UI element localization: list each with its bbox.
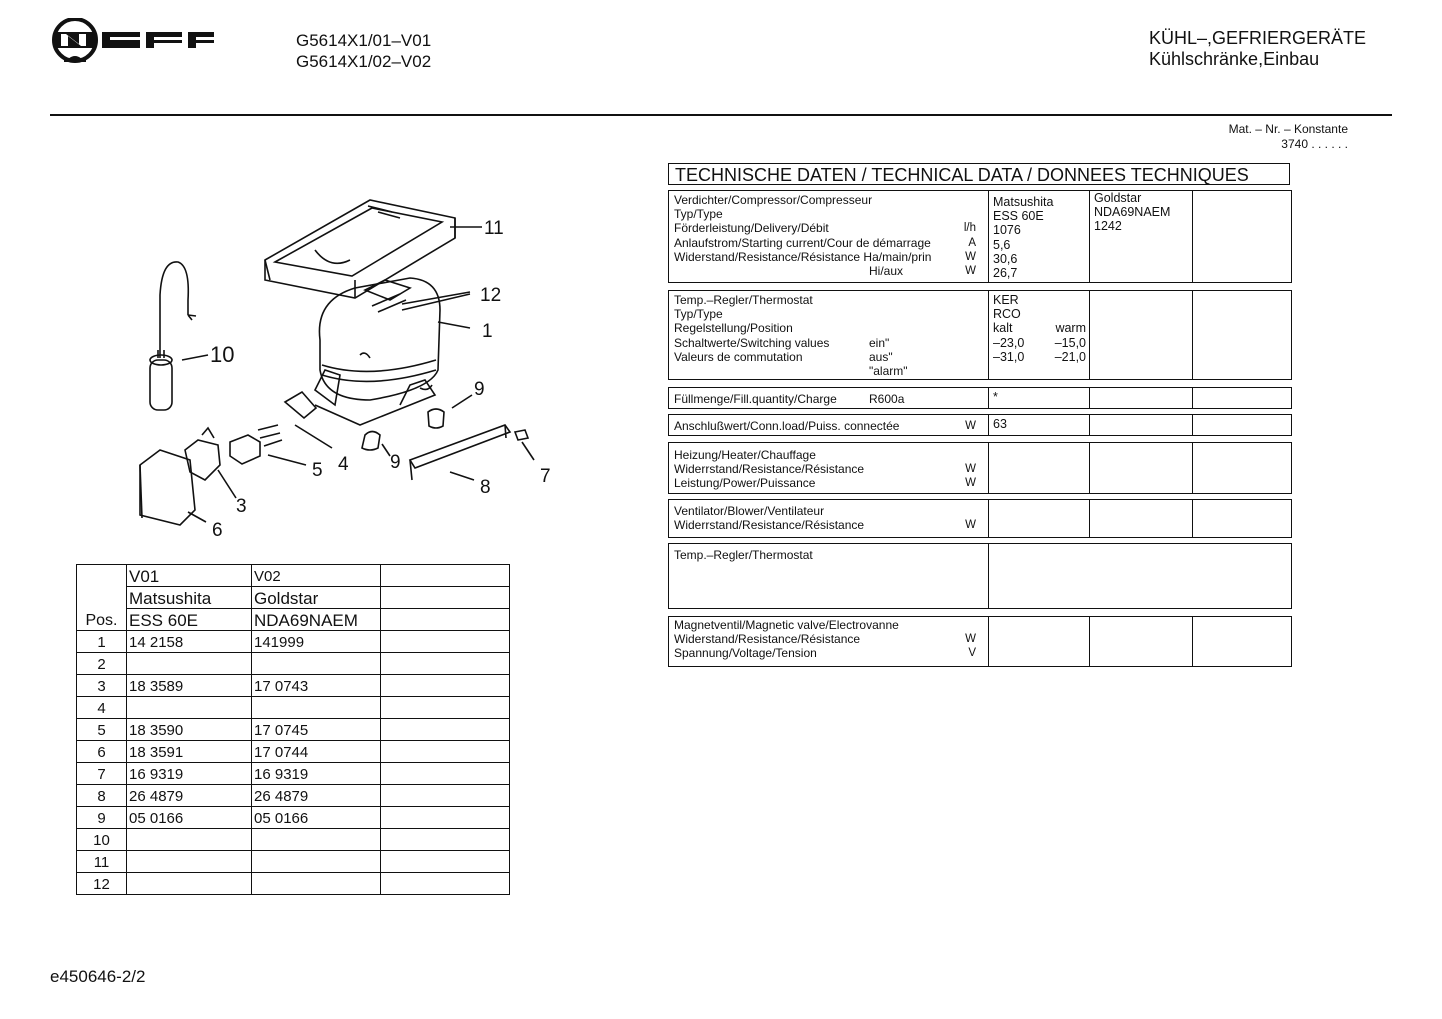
callout-10: 10 — [210, 342, 235, 367]
compressor-col-a — [989, 191, 1090, 282]
callout-7: 7 — [540, 466, 551, 487]
table-row — [77, 785, 510, 807]
part-number-cell: 17 0745 — [252, 719, 381, 741]
heater-col-c — [1193, 443, 1293, 493]
off-values: –31,0 –21,0 — [993, 349, 1086, 364]
part-number-cell — [381, 873, 510, 895]
parts-table — [76, 564, 510, 895]
table-row — [77, 653, 510, 675]
part-number-cell: 16 9319 — [127, 763, 252, 785]
part-number-cell — [381, 829, 510, 851]
table-row — [77, 807, 510, 829]
part-number-cell — [252, 653, 381, 675]
value: NDA69NAEM — [1094, 205, 1171, 220]
variant-cell: V02 — [252, 565, 381, 587]
heater-col-a — [989, 443, 1090, 493]
valve-voltage-label: Spannung/Voltage/Tension V — [674, 646, 976, 661]
pos-header: Pos. — [77, 565, 127, 631]
table-row — [77, 565, 510, 587]
model-number: G5614X1/02–V02 — [296, 52, 432, 71]
value: 30,6 — [993, 251, 1018, 266]
starting-current-label: Anlaufstrom/Starting current/Cour de démarrage A — [674, 235, 976, 250]
make-cell: Matsushita — [127, 587, 252, 609]
value: 1242 — [1094, 219, 1122, 234]
part-number-cell — [381, 719, 510, 741]
make-cell — [381, 587, 510, 609]
heater-label: Heizung/Heater/Chauffage — [674, 448, 816, 462]
pos-cell: 5 — [77, 719, 127, 741]
capacitor-part — [150, 262, 196, 410]
value: Matsushita — [993, 195, 1054, 209]
make-cell: Goldstar — [252, 587, 381, 609]
part-number-cell — [381, 807, 510, 829]
table-row — [77, 697, 510, 719]
part-number-cell: 26 4879 — [127, 785, 252, 807]
value: 1076 — [993, 223, 1021, 238]
callout-5: 5 — [312, 460, 323, 481]
part-number-cell — [252, 697, 381, 719]
part-number-cell — [381, 741, 510, 763]
brand-text: NEFF — [52, 68, 55, 69]
pos-cell: 6 — [77, 741, 127, 763]
value: RCO — [993, 307, 1021, 322]
table-row — [77, 631, 510, 653]
valve-resistance-label: Widerstand/Resistance/Résistance W — [674, 632, 976, 647]
resistance-aux-label: Hi/aux W — [869, 263, 976, 278]
parts-rows — [77, 631, 510, 895]
blower-label: Ventilator/Blower/Ventilateur — [674, 504, 825, 518]
pos-cell: 2 — [77, 653, 127, 675]
part-number-cell — [381, 631, 510, 653]
table-row — [77, 719, 510, 741]
pos-cell: 11 — [77, 851, 127, 873]
resistance-main-label: Widerstand/Resistance/Résistance Ha/main/prin W — [674, 249, 976, 264]
callout-3: 3 — [236, 496, 247, 517]
pos-cell: 4 — [77, 697, 127, 719]
delivery-label: Förderleistung/Delivery/Débit l/h — [674, 221, 976, 236]
connected-load-section — [668, 414, 1292, 436]
thermostat-col-a — [989, 291, 1090, 379]
valve-col-b — [1090, 617, 1193, 666]
subcategory: Kühlschränke,Einbau — [1149, 49, 1320, 69]
thermostat2-label: Temp.–Regler/Thermostat — [674, 548, 813, 562]
heater-resistance-label: Widerrstand/Resistance/Résistance W — [674, 462, 976, 477]
mat-label: Mat. – Nr. – Konstante — [1228, 122, 1348, 136]
charge-value: * — [989, 388, 1090, 408]
neff-logo — [50, 18, 220, 75]
part-number-cell: 05 0166 — [252, 807, 381, 829]
value: 5,6 — [993, 237, 1011, 252]
category-heading — [1149, 28, 1366, 70]
header-rule — [50, 114, 1392, 116]
blower-col-c — [1193, 500, 1293, 537]
part-number-cell — [381, 851, 510, 873]
compressor-section — [668, 190, 1292, 283]
compressor-col-b — [1090, 191, 1193, 282]
exploded-parts-diagram — [110, 180, 570, 555]
thermostat-label: Temp.–Regler/Thermostat — [674, 293, 813, 307]
part-number-cell — [127, 697, 252, 719]
table-row — [77, 873, 510, 895]
callout-9: 9 — [474, 379, 485, 400]
part-number-cell — [127, 873, 252, 895]
part-number-cell — [127, 851, 252, 873]
value: ESS 60E — [993, 209, 1044, 224]
heater-col-b — [1090, 443, 1193, 493]
part-number-cell: 18 3591 — [127, 741, 252, 763]
variant-cell: V01 — [127, 565, 252, 587]
charge-col-c — [1193, 388, 1293, 408]
type-cell: ESS 60E — [127, 609, 252, 631]
table-row — [77, 741, 510, 763]
part-number-cell: 17 0744 — [252, 741, 381, 763]
part-number-cell: 14 2158 — [127, 631, 252, 653]
callout-1: 1 — [482, 321, 493, 342]
alarm-label: "alarm" — [869, 363, 908, 378]
connected-load-value: 63 — [989, 415, 1090, 435]
pos-cell: 9 — [77, 807, 127, 829]
table-row — [77, 763, 510, 785]
compressor-label: Verdichter/Compressor/Compresseur — [674, 193, 873, 207]
type-cell: NDA69NAEM — [252, 609, 381, 631]
part-number-cell: 18 3590 — [127, 719, 252, 741]
pos-cell: 10 — [77, 829, 127, 851]
part-number-cell — [381, 785, 510, 807]
position-values: kalt warm — [993, 321, 1086, 336]
thermostat-section — [668, 290, 1292, 380]
pos-cell: 8 — [77, 785, 127, 807]
valve-col-a — [989, 617, 1090, 666]
thermostat-col-b — [1090, 291, 1193, 379]
mounting-rail-part — [410, 425, 528, 480]
part-number-cell — [381, 653, 510, 675]
heater-power-label: Leistung/Power/Puissance W — [674, 476, 976, 491]
part-number-cell — [127, 653, 252, 675]
charge-col-b — [1090, 388, 1193, 408]
pos-cell: 12 — [77, 873, 127, 895]
callout-11: 11 — [484, 218, 504, 239]
part-number-cell: 141999 — [252, 631, 381, 653]
callout-8: 8 — [480, 477, 491, 498]
connload-col-b — [1090, 415, 1193, 435]
value: KER — [993, 293, 1019, 307]
part-number-cell — [381, 763, 510, 785]
part-number-cell — [381, 675, 510, 697]
tech-data-title: TECHNISCHE DATEN / TECHNICAL DATA / DONNEES TECHNIQUES — [668, 163, 1290, 185]
thermostat2-section — [668, 543, 1292, 609]
type-cell — [381, 609, 510, 631]
type-label: Typ/Type — [674, 207, 723, 222]
blower-col-a — [989, 500, 1090, 537]
part-number-cell — [252, 851, 381, 873]
part-number-cell: 05 0166 — [127, 807, 252, 829]
valve-col-c — [1193, 617, 1293, 666]
part-number-cell — [252, 873, 381, 895]
pos-cell: 3 — [77, 675, 127, 697]
callout-6: 6 — [212, 520, 223, 541]
connected-load-label: Anschlußwert/Conn.load/Puiss. connectée W — [674, 419, 976, 433]
material-constant — [1150, 122, 1348, 152]
callout-4: 4 — [338, 454, 349, 475]
value: 26,7 — [993, 265, 1018, 280]
table-row — [77, 829, 510, 851]
model-numbers — [296, 30, 431, 72]
blower-resistance-label: Widerrstand/Resistance/Résistance W — [674, 518, 976, 533]
part-number-cell: 26 4879 — [252, 785, 381, 807]
callout-12: 12 — [480, 285, 502, 306]
mat-value: 3740 . . . . . . — [1281, 137, 1348, 151]
document-id: e450646-2/2 — [50, 967, 146, 986]
blower-section — [668, 499, 1292, 538]
connload-col-c — [1193, 415, 1293, 435]
callout-9b: 9 — [390, 452, 401, 473]
heater-section — [668, 442, 1292, 494]
on-values: –23,0 –15,0 — [993, 335, 1086, 350]
part-number-cell — [381, 697, 510, 719]
table-row — [77, 675, 510, 697]
valve-section — [668, 616, 1292, 667]
charge-section — [668, 387, 1292, 409]
table-row — [77, 851, 510, 873]
charge-label: Füllmenge/Fill.quantity/Charge R600a — [674, 392, 905, 406]
category: KÜHL–,GEFRIERGERÄTE — [1149, 28, 1367, 48]
value: Goldstar — [1094, 191, 1142, 205]
pos-cell: 7 — [77, 763, 127, 785]
part-number-cell — [252, 829, 381, 851]
part-number-cell — [127, 829, 252, 851]
blower-col-b — [1090, 500, 1193, 537]
pos-cell: 1 — [77, 631, 127, 653]
commutation-label: Valeurs de commutation aus" — [674, 349, 893, 364]
part-number-cell: 18 3589 — [127, 675, 252, 697]
type-label: Typ/Type — [674, 307, 723, 322]
compressor-col-c — [1193, 191, 1293, 282]
table-row — [77, 609, 510, 631]
position-label: Regelstellung/Position — [674, 321, 793, 336]
valve-label: Magnetventil/Magnetic valve/Electrovanne — [674, 618, 899, 632]
thermostat-col-c — [1193, 291, 1293, 379]
part-number-cell: 16 9319 — [252, 763, 381, 785]
switching-label: Schaltwerte/Switching values ein" — [674, 335, 890, 350]
variant-cell — [381, 565, 510, 587]
table-row — [77, 587, 510, 609]
model-number: G5614X1/01–V01 — [296, 31, 432, 50]
part-number-cell: 17 0743 — [252, 675, 381, 697]
